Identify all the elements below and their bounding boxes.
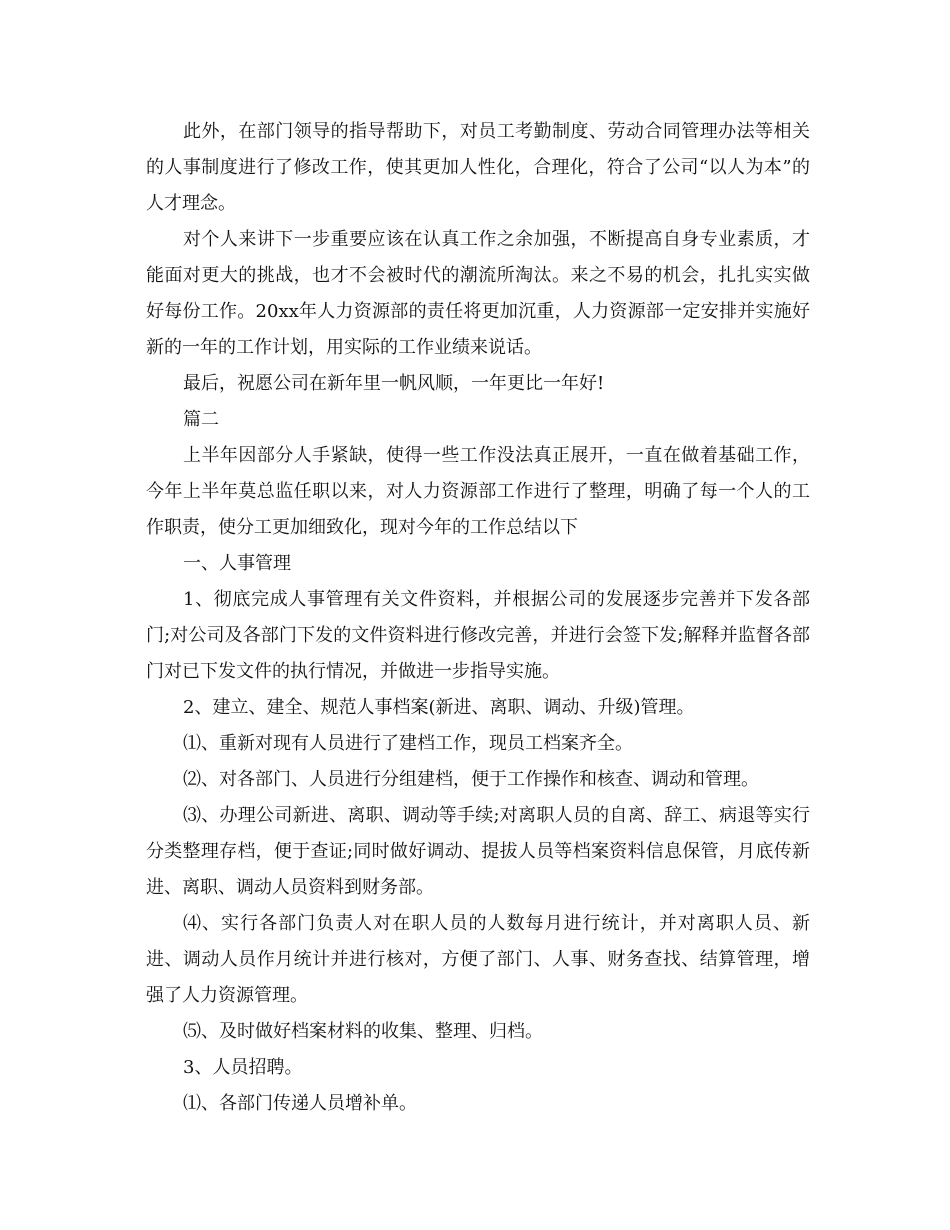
list-item-2-archives: 2、建立、建全、规范人事档案(新进、离职、调动、升级)管理。 (183, 697, 695, 718)
paragraph-part-two-intro: 上半年因部分人手紧缺，使得一些工作没法真正展开，一直在做着基础工作，今年上半年莫总监任职以来，对人力资源部工作进行了整理，明确了每一个人的工作职责，使分工更加细致化，现对今年的工作总结以下 (146, 445, 810, 538)
section-heading-personnel-management: 一、人事管理 (183, 553, 291, 574)
list-item-3-recruitment: 3、人员招聘。 (183, 1057, 303, 1078)
sub-item-1-requisition: ⑴、各部门传递人员增补单。 (183, 1093, 417, 1114)
sub-item-3-procedures: ⑶、办理公司新进、离职、调动等手续;对离职人员的自离、辞工、病退等实行分类整理存档，便于查证;同时做好调动、提拔人员等档案资料信息保管，月底传新进、离职、调动人员资料到财务部。 (146, 805, 810, 898)
paragraph-personal-outlook: 对个人来讲下一步重要应该在认真工作之余加强，不断提高自身专业素质，才能面对更大的挑战，也才不会被时代的潮流所淘汰。来之不易的机会，扎扎实实做好每份工作。20xx年人力资源部的责任将更加沉重，人力资源部一定安排并实施好新的一年的工作计划，用实际的工作业绩来说话。 (146, 229, 810, 358)
list-item-1-documents: 1、彻底完成人事管理有关文件资料，并根据公司的发展逐步完善并下发各部门;对公司及各部门下发的文件资料进行修改完善，并进行会签下发;解释并监督各部门对已下发文件的执行情况，并做进一步指导实施。 (146, 589, 810, 682)
sub-item-4-statistics: ⑷、实行各部门负责人对在职人员的人数每月进行统计，并对离职人员、新进、调动人员作月统计并进行核对，方便了部门、人事、财务查找、结算管理，增强了人力资源管理。 (146, 913, 810, 1006)
sub-item-1-filing: ⑴、重新对现有人员进行了建档工作，现员工档案齐全。 (183, 733, 633, 754)
paragraph-closing-wishes: 最后，祝愿公司在新年里一帆风顺，一年更比一年好! (183, 373, 605, 394)
sub-item-5-collection: ⑸、及时做好档案材料的收集、整理、归档。 (183, 1021, 543, 1042)
document-page (146, 114, 810, 1122)
section-heading-part-two: 篇二 (183, 409, 219, 430)
sub-item-2-grouping: ⑵、对各部门、人员进行分组建档，便于工作操作和核查、调动和管理。 (183, 769, 759, 790)
paragraph-intro-addendum: 此外，在部门领导的指导帮助下，对员工考勤制度、劳动合同管理办法等相关的人事制度进行了修改工作，使其更加人性化，合理化，符合了公司“以人为本”的人才理念。 (146, 121, 810, 214)
